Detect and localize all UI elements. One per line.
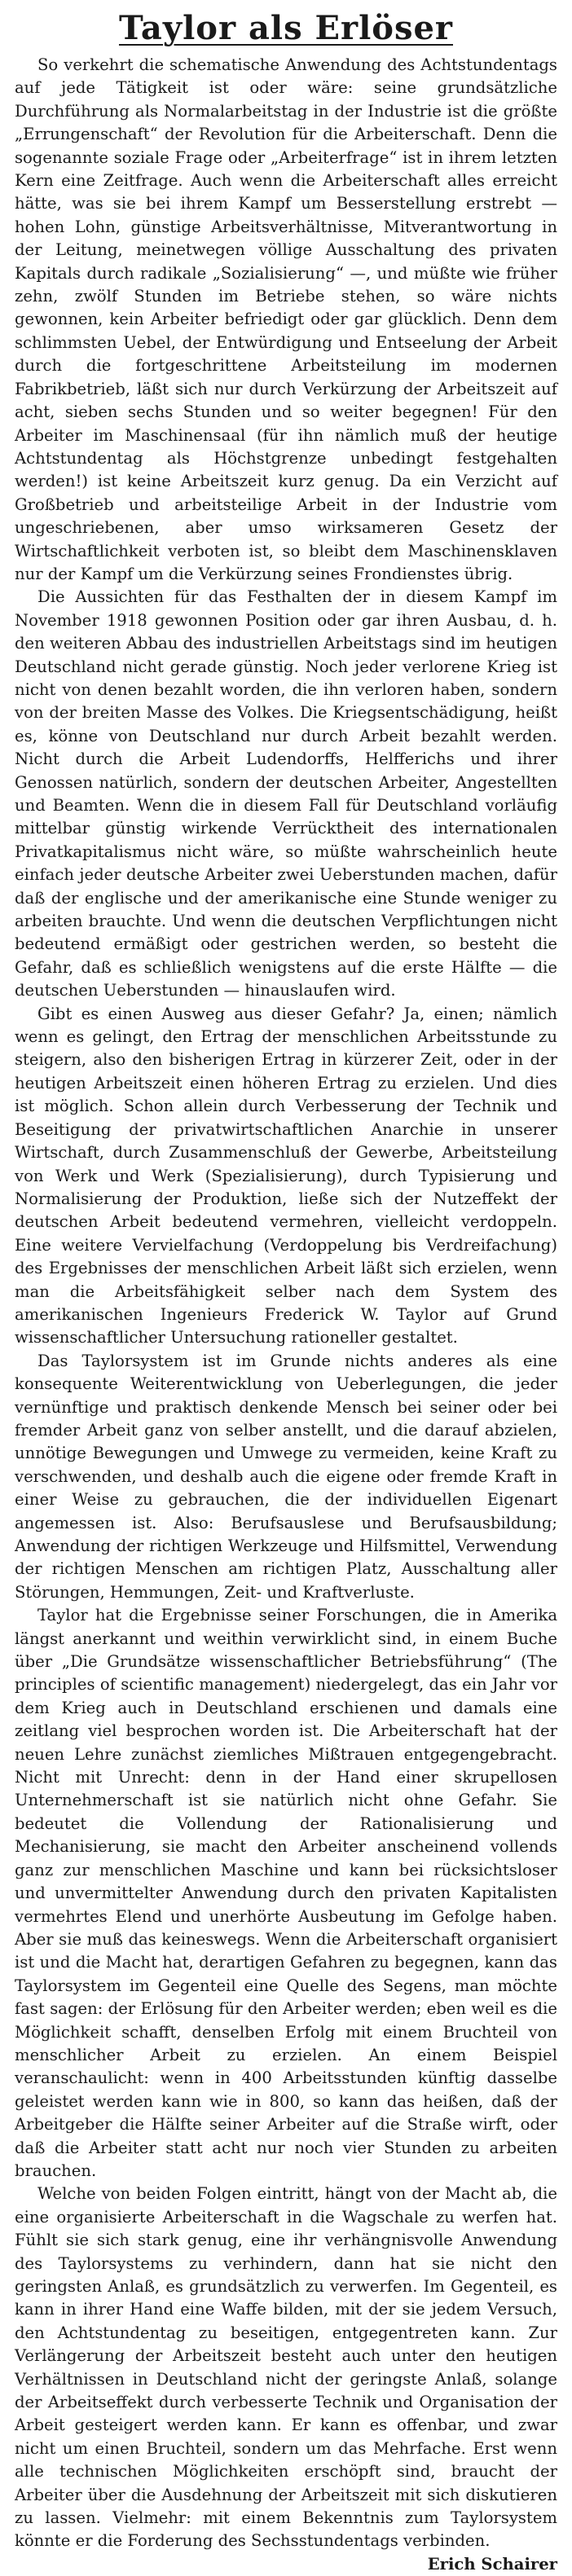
author-signature: Erich Schairer bbox=[427, 2554, 557, 2574]
article-body bbox=[15, 54, 557, 2553]
paragraph-1: So verkehrt die schematische Anwendung des Achtstundentags auf jede Tätigkeit ist oder wäre: seine grundsätzliche Durchführung als Normalarbeitstag in der Industrie ist die größte „Errungenschaft“ der Revolution für die Arbeiterschaft. Denn die sogenannte soziale Frage oder „Arbeiterfrage“ ist in ihrem letzten Kern eine Zeitfrage. Auch wenn die Arbeiterschaft alles erreicht hätte, was sie bei ihrem Kampf um Besserstellung erstrebt — hohen Lohn, günstige Arbeitsverhältnisse, Mitverantwortung in der Leitung, meinetwegen völlige Ausschaltung des privaten Kapitals durch radikale „Sozialisierung“ —, und müßte wie früher zehn, zwölf Stunden im Betriebe stehen, so wäre nichts gewonnen, kein Arbeiter befriedigt oder gar glücklich. Denn dem schlimmsten Uebel, der Entwürdigung und Entseelung der Arbeit durch die fortgeschrittene Arbeitsteilung im modernen Fabrikbetrieb, läßt sich nur durch Verkürzung der Arbeitszeit auf acht, sieben sechs Stunden und so weiter begegnen! Für den Arbeiter im Maschinensaal (für ihn nämlich muß der heutige Achtstundentag als Höchstgrenze unbedingt festgehalten werden!) ist keine Arbeitszeit kurz genug. Da ein Verzicht auf Großbetrieb und arbeitsteilige Arbeit in der Industrie vom ungeschriebenen, aber umso wirksameren Gesetz der Wirtschaftlichkeit verboten ist, so bleibt dem Maschinensklaven nur der Kampf um die Verkürzung seines Frondienstes übrig. bbox=[15, 55, 557, 583]
paragraph-6: Welche von beiden Folgen eintritt, hängt von der Macht ab, die eine organisierte Arbeiterschaft in die Wagschale zu werfen hat. Fühlt sie sich stark genug, eine ihr verhängnisvolle Anwendung des Taylorsystems zu verhindern, dann hat sie nicht den geringsten Anlaß, es grundsätzlich zu verwerfen. Im Gegenteil, es kann in ihrer Hand eine Waffe bilden, mit der sie jedem Versuch, den Achtstundentag zu beseitigen, entgegentreten kann. Zur Verlängerung der Arbeitszeit besteht auch unter den heutigen Verhältnissen in Deutschland nicht der geringste Anlaß, solange der Arbeitseffekt durch verbesserte Technik und Organisation der Arbeit gesteigert werden kann. Er kann es offenbar, und zwar nicht um einen Bruchteil, sondern um das Mehrfache. Erst wenn alle technischen Möglichkeiten erschöpft sind, braucht der Arbeiter über die Ausdehnung der Arbeitszeit mit sich diskutieren zu lassen. Vielmehr: mit einem Bekenntnis zum Taylorsystem könnte er die Forderung des Sechsstundentags verbinden. bbox=[15, 2184, 557, 2551]
article-title: Taylor als Erlöser bbox=[118, 9, 453, 47]
paragraph-4: Das Taylorsystem ist im Grunde nichts anderes als eine konsequente Weiterentwicklung von Ueberlegungen, die jeder vernünftige und praktisch denkende Mensch bei seiner oder bei fremder Arbeit ganz von selber anstellt, und die darauf abzielen, unnötige Bewegungen und Umwege zu vermeiden, keine Kraft zu verschwenden, und deshalb auch die eigene oder fremde Kraft in einer Weise zu gebrauchen, die der individuellen Eigenart angemessen ist. Also: Berufsauslese und Berufsausbildung; Anwendung der richtigen Werkzeuge und Hilfsmittel, Verwendung der richtigen Menschen am richtigen Platz, Ausschaltung aller Störungen, Hemmungen, Zeit- und Kraftverluste. bbox=[15, 1351, 557, 1602]
paragraph-3: Gibt es einen Ausweg aus dieser Gefahr? Ja, einen; nämlich wenn es gelingt, den Ertrag der menschlichen Arbeitsstunde zu steigern, also den bisherigen Ertrag in kürzerer Zeit, oder in der heutigen Arbeitszeit einen höheren Ertrag zu erzielen. Und dies ist möglich. Schon allein durch Verbesserung der Technik und Beseitigung der privatwirtschaftlichen Anarchie in unserer Wirtschaft, durch Zusammenschluß der Gewerbe, Arbeitsteilung von Werk und Werk (Spezialisierung), durch Typisierung und Normalisierung der Produktion, ließe sich der Nutzeffekt der deutschen Arbeit bedeutend vermehren, vielleicht verdoppeln. Eine weitere Vervielfachung (Verdoppelung bis Verdreifachung) des Ergebnisses der menschlichen Arbeit läßt sich erzielen, wenn man die Arbeitsfähigkeit selber nach dem System des amerikanischen Ingenieurs Frederick W. Taylor auf Grund wissenschaftlicher Untersuchung rationeller gestaltet. bbox=[15, 1004, 557, 1347]
paragraph-2: Die Aussichten für das Festhalten der in diesem Kampf im November 1918 gewonnen Position oder gar ihren Ausbau, d. h. den weiteren Abbau des industriellen Arbeitstags sind im heutigen Deutschland nicht gerade günstig. Noch jeder verlorene Krieg ist nicht von denen bezahlt worden, die ihn verloren haben, sondern von der breiten Masse des Volkes. Die Kriegsentschädigung, heißt es, könne von Deutschland nur durch Arbeit bezahlt werden. Nicht durch die Arbeit Ludendorffs, Helfferichs und ihrer Genossen natürlich, sondern der deutschen Arbeiter, Angestellten und Beamten. Wenn die in diesem Fall für Deutschland vorläufig mittelbar günstig wirkende Verrücktheit des internationalen Privatkapitalismus nicht wäre, so müßte wahrscheinlich heute einfach jeder deutsche Arbeiter zwei Ueberstunden machen, dafür daß der englische und der amerikanische eine Stunde weniger zu arbeiten brauchte. Und wenn die deutschen Verpflichtungen nicht bedeutend ermäßigt oder gestrichen werden, so besteht die Gefahr, daß es schließlich wenigstens auf die erste Hälfte — die deutschen Ueberstunden — hinauslaufen wird. bbox=[15, 587, 558, 1000]
paragraph-5: Taylor hat die Ergebnisse seiner Forschungen, die in Amerika längst anerkannt und weithin verwirklicht sind, in einem Buche über „Die Grundsätze wissenschaftlicher Betriebsführung“ (The principles of scientific management) niedergelegt, das ein Jahr vor dem Krieg auch in Deutschland erschienen und damals eine zeitlang viel besprochen worden ist. Die Arbeiterschaft hat der neuen Lehre zunächst ziemliches Mißtrauen entgegengebracht. Nicht mit Unrecht: denn in der Hand einer skrupellosen Unternehmerschaft ist sie natürlich nicht ohne Gefahr. Sie bedeutet die Vollendung der Rationalisierung und Mechanisierung, sie macht den Arbeiter anscheinend vollends ganz zur menschlichen Maschine und kann bei rücksichtsloser und unvermittelter Anwendung durch den privaten Kapitalisten vermehrtes Elend und unerhörte Ausbeutung im Gefolge haben. Aber sie muß das keineswegs. Wenn die Arbeiterschaft organisiert ist und die Macht hat, derartigen Gefahren zu begegnen, kann das Taylorsystem im Gegenteil eine Quelle des Segens, man möchte fast sagen: der Erlösung für den Arbeiter werden; eben weil es die Möglichkeit schafft, denselben Erfolg mit einem Bruchteil von menschlicher Arbeit zu erzielen. An einem Beispiel veranschaulicht: wenn in 400 Arbeitsstunden künftig dasselbe geleistet werden kann wie in 800, so kann das heißen, daß der Arbeitgeber die Hälfte seiner Arbeiter auf die Straße wirft, oder daß die Arbeiter statt acht nur noch vier Stunden zu arbeiten brauchen. bbox=[15, 1606, 557, 2180]
